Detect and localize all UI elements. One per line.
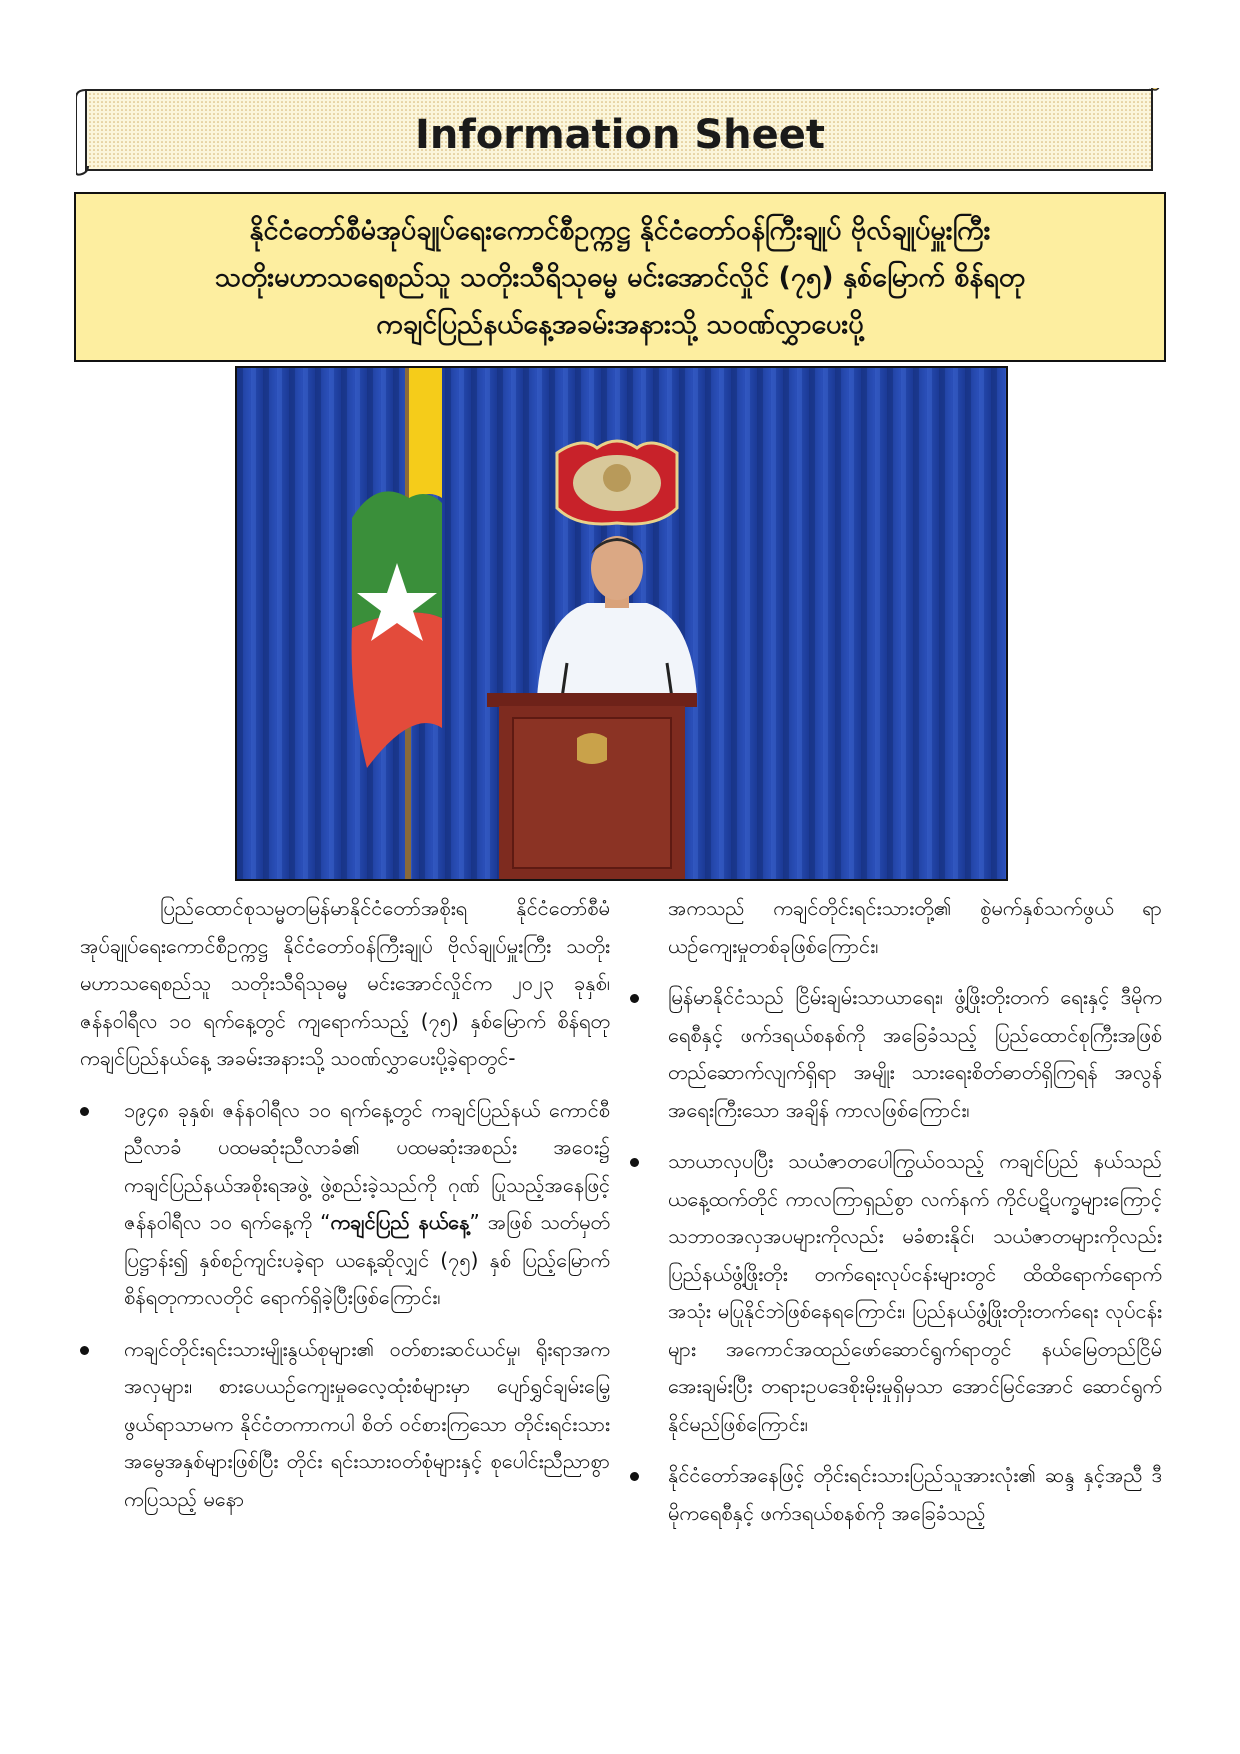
bullet-1-text-before: ၁၉၄၈ ခုနှစ်၊ ဇန်နဝါရီလ ၁၀ ရက်နေ့တွင် ကချင်ပြည်နယ် ကောင်စီညီလာခံ ပထမဆုံးညီလာခံ၏ ပထမဆုံးအစည်း အဝေး၌ ကချင်ပြည်နယ်အစိုးရအဖွဲ့ ဖွဲ့စည်းခဲ့သည်ကို ဂုဏ် ပြုသည့်အနေဖြင့် ဇန်နဝါရီလ ၁၀ ရက်နေ့ကို “ — [124, 1097, 610, 1234]
bullet-4-text: သာယာလှပပြီး သယံဇာတပေါကြွယ်ဝသည့် ကချင်ပြည် နယ်သည် ယနေ့ထက်တိုင် ကာလကြာရှည်စွာ လက်နက် ကိုင်ပဋိပက္ခများကြောင့် သဘာဝအလှအပများကိုလည်း မခံစားနိုင်၊ သယံဇာတများကိုလည်း ပြည်နယ်ဖွံ့ဖြိုးတိုး တက်ရေးလုပ်ငန်းများတွင် ထိထိရောက်ရောက် အသုံး မပြုနိုင်ဘဲဖြစ်နေရကြောင်း၊ ပြည်နယ်ဖွံ့ဖြိုးတိုးတက်ရေး လုပ်ငန်းများ အကောင်အထည်ဖော်ဆောင်ရွက်ရာတွင် နယ်မြေတည်ငြိမ်အေးချမ်းပြီး တရားဥပဒေစိုးမိုးမှုရှိမှသာ အောင်မြင်အောင် ဆောင်ရွက်နိုင်မည်ဖြစ်ကြောင်း၊ — [668, 1149, 1162, 1436]
speaker-at-podium-photo — [237, 368, 1008, 881]
headline-line-3: ကချင်ပြည်နယ်နေ့အခမ်းအနားသို့ သဝဏ်လွှာပေးပို့ — [376, 308, 864, 340]
list-item — [668, 979, 1162, 1129]
bullet-icon — [630, 994, 639, 1003]
headline-line-1: နိုင်ငံတော်စီမံအုပ်ချုပ်ရေးကောင်စီဥက္ကဋ္ဌ နိုင်ငံတော်ဝန်ကြီးချုပ် ဗိုလ်ချုပ်မှူးကြီး — [249, 214, 991, 246]
bullet-5-text: နိုင်ငံတော်အနေဖြင့် တိုင်းရင်းသားပြည်သူအားလုံး၏ ဆန္ဒ နှင့်အညီ ဒီမိုကရေစီနှင့် ဖက်ဒရယ်စနစ်ကို အခြေခံသည့် — [668, 1463, 1162, 1525]
left-column — [80, 890, 610, 1518]
list-item — [668, 1143, 1162, 1443]
intro-paragraph: ပြည်ထောင်စုသမ္မတမြန်မာနိုင်ငံတော်အစိုးရ နိုင်ငံတော်စီမံအုပ်ချုပ်ရေးကောင်စီဥက္ကဋ္ဌ နိုင်ငံတော်ဝန်ကြီးချုပ် ဗိုလ်ချုပ်မှူးကြီး သတိုးမဟာသရေစည်သူ သတိုးသီရိသုဓမ္မ မင်းအောင်လှိုင်က ၂၀၂၃ ခုနှစ်၊ ဇန်နဝါရီလ ၁၀ ရက်နေ့တွင် ကျရောက်သည့် (၇၅) နှစ်မြောက် စိန်ရတုကချင်ပြည်နယ်နေ့ အခမ်းအနားသို့ သဝဏ်လွှာပေးပို့ခဲ့ရာတွင်- — [80, 896, 610, 1070]
page-title: Information Sheet — [414, 112, 826, 158]
bullet-icon — [80, 1346, 89, 1355]
bullet-icon — [80, 1107, 89, 1116]
list-item — [668, 1457, 1162, 1532]
bullet-1-bold-text: ကချင်ပြည် နယ်နေ့ — [330, 1210, 470, 1234]
title-banner — [76, 88, 1164, 176]
state-emblem-icon — [557, 441, 677, 524]
list-item — [80, 1092, 610, 1317]
continued-paragraph: အကသည် ကချင်တိုင်းရင်းသားတို့၏ စွဲမက်နှစ်သက်ဖွယ် ရာ ယဉ်ကျေးမှုတစ်ခုဖြစ်ကြောင်း၊ — [668, 896, 1162, 958]
speaker-photo — [235, 366, 1008, 881]
bullet-icon — [630, 1472, 639, 1481]
headline-line-2: သတိုးမဟာသရေစည်သူ သတိုးသီရိသုဓမ္မ မင်းအောင်လှိုင် (၇၅) နှစ်မြောက် စိန်ရတု — [214, 261, 1026, 293]
headline-box — [74, 192, 1166, 362]
bullet-3-text: မြန်မာနိုင်ငံသည် ငြိမ်းချမ်းသာယာရေး၊ ဖွံ့ဖြိုးတိုးတက် ရေးနှင့် ဒီမိုကရေစီနှင့် ဖက်ဒရယ်စနစ်ကို အခြေခံသည့် ပြည်ထောင်စုကြီးအဖြစ် တည်ဆောက်လျက်ရှိရာ အမျိုး သားရေးစိတ်ဓာတ်ရှိကြရန် အလွန်အရေးကြီးသော အချိန် ကာလဖြစ်ကြောင်း၊ — [668, 985, 1162, 1122]
bullet-2-text: ကချင်တိုင်းရင်းသားမျိုးနွယ်စုများ၏ ဝတ်စားဆင်ယင်မှု၊ ရိုးရာအကအလှများ၊ စားပေယဉ်ကျေးမှုဓလေ့ထုံးစံများမှာ ပျော်ရွှင်ချမ်းမြေ့ဖွယ်ရာသာမက နိုင်ငံတကာကပါ စိတ် ဝင်စားကြသော တိုင်းရင်းသားအမွေအနှစ်များဖြစ်ပြီး တိုင်း ရင်းသားဝတ်စုံများနှင့် စုပေါင်းညီညာစွာကပြသည့် မနော — [124, 1336, 610, 1511]
bullet-icon — [630, 1158, 639, 1167]
bullet-1-text-after: ” အဖြစ် သတ်မှတ်ပြဋ္ဌာန်း၍ နှစ်စဉ်ကျင်းပခဲ့ရာ ယနေ့ဆိုလျှင် (၇၅) နှစ် ပြည့်မြောက် စိန်ရတုကာလတိုင် ရောက်ရှိခဲ့ပြီးဖြစ်ကြောင်း၊ — [124, 1210, 610, 1309]
podium — [487, 693, 697, 881]
list-item — [80, 1331, 610, 1519]
right-column — [668, 890, 1162, 1532]
